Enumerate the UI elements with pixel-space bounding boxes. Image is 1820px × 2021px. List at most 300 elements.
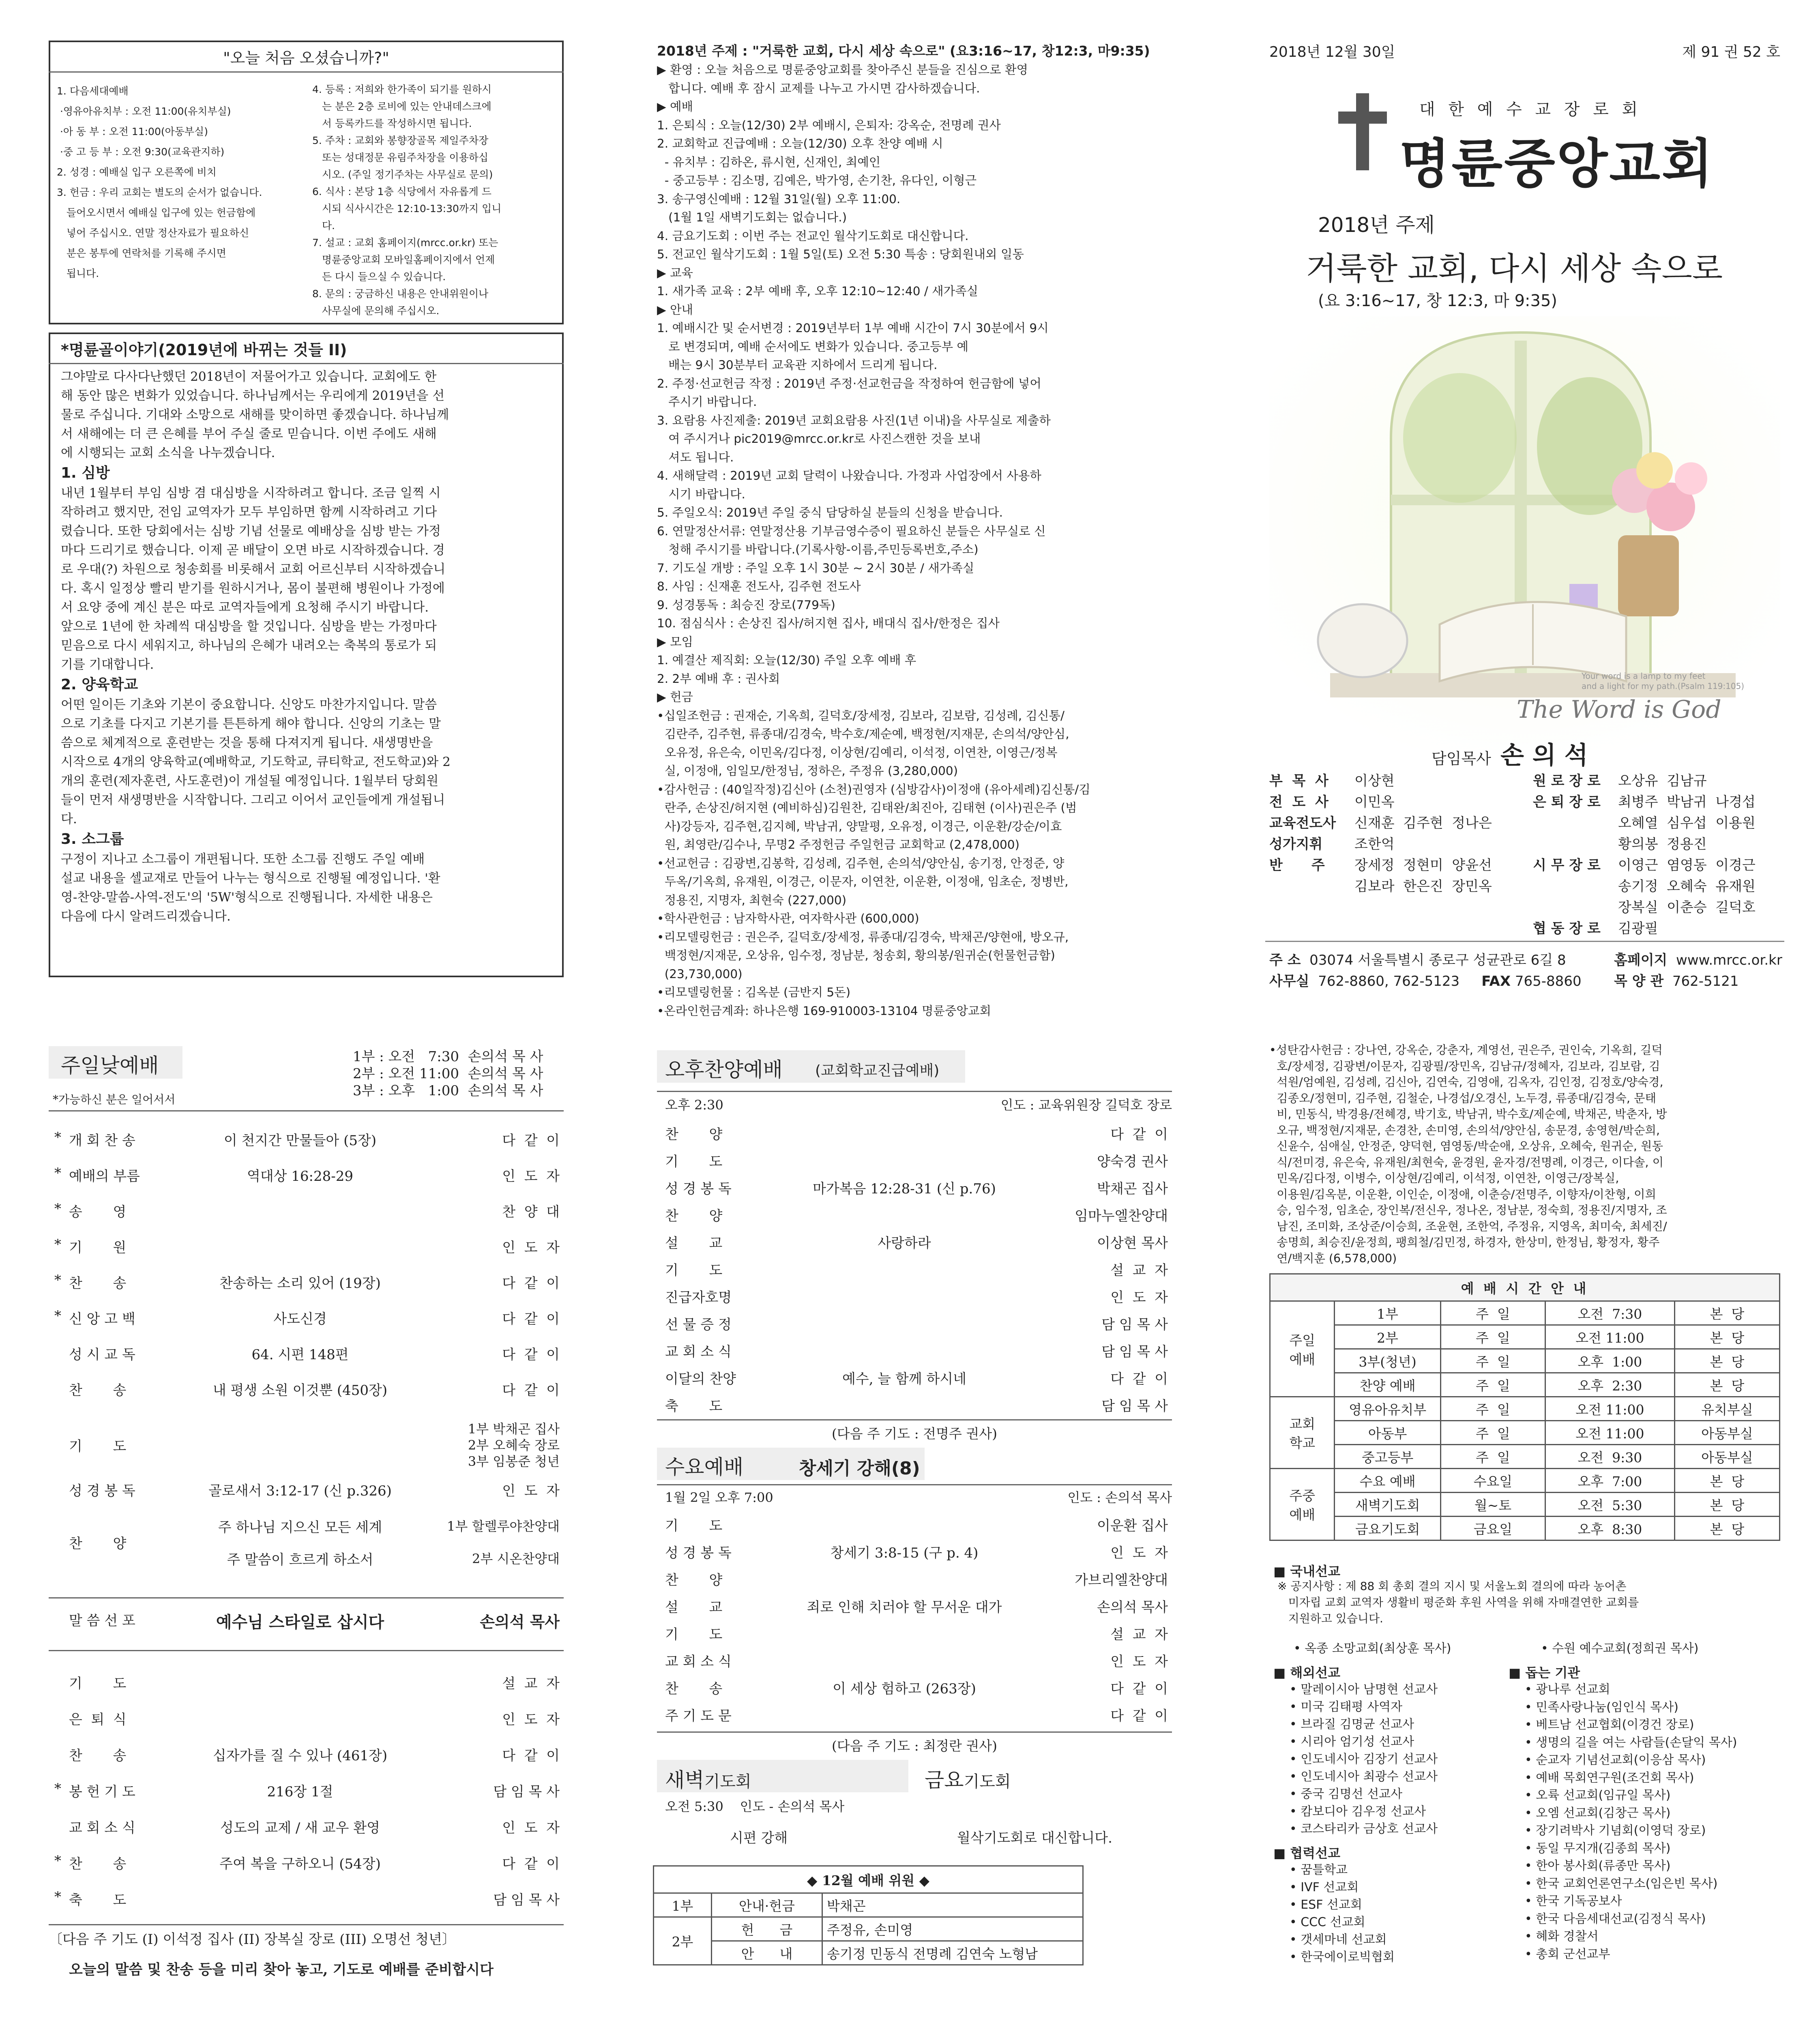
wednesday-next: (다음 주 기도 : 최정란 권사) <box>831 1738 998 1754</box>
story-section-title: 2. 양육학교 <box>61 676 138 693</box>
welcome-line: 6. 식사 : 본당 1층 식당에서 자유롭게 드 <box>312 186 491 197</box>
offering-line: 신윤수, 심애실, 안정준, 양덕현, 염영동/박순애, 오상유, 오혜숙, 원귀순, 원동 <box>1269 1139 1663 1153</box>
order-item: 찬 양 <box>665 1572 723 1588</box>
order-leader: 인 도 자 <box>502 1483 560 1499</box>
order-item: 선 물 증 정 <box>665 1317 732 1333</box>
order-leader: 찬 양 대 <box>502 1204 560 1220</box>
schedule-row <box>1270 1301 1780 1325</box>
order-leader: 인 도 자 <box>502 1712 560 1728</box>
welcome-line: 시오. (주일 정기주차는 사무실로 문의) <box>312 169 493 180</box>
staff-names: 오상유 김남규 <box>1618 773 1707 789</box>
order-content: 십자가를 질 수 있나 (461장) <box>212 1748 388 1764</box>
schedule-group: 주일 예배 <box>1270 1301 1335 1397</box>
order-content: 골로새서 3:12-17 (신 p.326) <box>208 1483 392 1499</box>
wednesday-title: 수요예배 <box>665 1455 744 1479</box>
order-content: 마가복음 12:28-31 (신 p.76) <box>813 1181 996 1197</box>
welcome-left-list <box>57 81 300 284</box>
staff-row <box>1269 813 1513 834</box>
order-item: 찬 송 <box>69 1275 127 1292</box>
news-line: 정용진, 지명자, 최현숙 (227,000) <box>657 893 847 907</box>
sunday-footer: 오늘의 말씀 및 찬송 등을 미리 찾아 놓고, 기도로 예배를 준비합시다 <box>69 1961 494 1978</box>
pastor-label: 담임목사 <box>1432 750 1491 768</box>
choir-name: 2부 시온찬양대 <box>472 1551 560 1566</box>
story-line: 작하려고 했지만, 전임 교역자가 모두 부임하면 함께 시작하려고 기다 <box>61 505 437 519</box>
schedule-group: 주중 예배 <box>1270 1469 1335 1540</box>
wednesday-time: 1월 2일 오후 7:00 <box>665 1490 773 1505</box>
schedule-cell: 본 당 <box>1674 1469 1779 1493</box>
wednesday-leader: 인도 : 손의석 목사 <box>1067 1490 1172 1505</box>
welcome-line: 2. 성경 : 예배실 입구 오른쪽에 비치 <box>57 166 217 178</box>
order-leader: 다 같 이 <box>502 1133 560 1149</box>
friday-note: 월삭기도회로 대신합니다. <box>957 1830 1112 1846</box>
schedule-row <box>1270 1325 1780 1349</box>
order-content: 64. 시편 148편 <box>251 1347 349 1363</box>
story-line: 으로 기초를 다지고 기본기를 튼튼하게 해야 합니다. 신앙의 기초는 말 <box>61 717 441 731</box>
anthem-title: 주 말씀이 흐르게 하소서 <box>227 1552 373 1568</box>
order-leader: 다 같 이 <box>1110 1681 1168 1697</box>
news-line: ▶ 모임 <box>657 635 693 649</box>
staff-names: 이민옥 <box>1354 794 1395 810</box>
order-leader: 이운환 집사 <box>1097 1518 1168 1534</box>
theme-verse: (요 3:16~17, 창 12:3, 마 9:35) <box>1318 292 1558 310</box>
overseas-list <box>1290 1681 1438 1838</box>
staff-row <box>1533 834 1784 855</box>
afternoon-time: 오후 2:30 <box>665 1097 723 1113</box>
order-content: 이 천지간 만물들아 (5장) <box>223 1133 377 1149</box>
order-leader: 담 임 목 사 <box>493 1784 560 1800</box>
story-line: 내년 1월부터 부임 심방 겸 대심방을 시작하려고 합니다. 조금 일찍 시 <box>61 486 441 500</box>
staff-row <box>1269 876 1513 897</box>
offering-line: 비, 민동식, 박경용/전혜경, 박기호, 박남귀, 박수호/제순예, 박채곤, 박춘자, 방 <box>1269 1107 1667 1121</box>
offering-line: 김종오/정현미, 김주현, 김철순, 나경섭/오경신, 노두경, 류종대/김경숙, 문태 <box>1269 1091 1657 1105</box>
order-leader: 양숙경 권사 <box>1097 1154 1168 1170</box>
order-item: 찬 송 <box>69 1382 127 1399</box>
staff-names: 황의봉 정용진 <box>1618 836 1707 852</box>
news-line: •감사헌금 : (40일작정)김신아 (소천)권영자 (심방감사)이정애 (유아세례)김신통/김 <box>657 782 1090 796</box>
news-line: 6. 연말정산서류: 연말정산용 기부금영수증이 필요하신 분들은 사무실로 신 <box>657 524 1046 538</box>
news-line: (1월 1일 새벽기도회는 없습니다.) <box>657 210 847 224</box>
schedule-row <box>1270 1493 1780 1517</box>
story-line: 물로 주십니다. 기대와 소망으로 새해를 맞이하면 좋겠습니다. 하나님께 <box>61 408 449 422</box>
offering-line: 연/백지훈 (6,578,000) <box>1269 1251 1397 1265</box>
welcome-line: 분은 봉투에 연락처를 기록해 주시면 <box>57 247 226 259</box>
mission-item: • 광나루 선교회 <box>1525 1682 1610 1697</box>
story-line: 개의 훈련(제자훈련, 사도훈련)이 개설될 예정입니다. 1월부터 당회원 <box>61 774 439 788</box>
star-mark: * <box>54 1889 61 1905</box>
star-mark: * <box>54 1781 61 1797</box>
story-line: 시작으로 4개의 양육학교(예배학교, 기도학교, 큐티학교, 전도학교)와 2 <box>61 755 451 769</box>
staff-names: 조한억 <box>1354 836 1395 852</box>
schedule-cell: 주 일 <box>1440 1397 1545 1421</box>
schedule-cell: 2부 <box>1335 1325 1440 1349</box>
order-leader: 다 같 이 <box>1110 1126 1168 1143</box>
staff-names: 이상현 <box>1354 773 1395 789</box>
schedule-cell: 금요기도회 <box>1335 1517 1440 1540</box>
mission-item: • 생명의 길을 여는 사람들(손달익 목사) <box>1525 1735 1737 1750</box>
offering-line: 남진, 조미화, 조상준/이승희, 조윤현, 조한억, 주정유, 지영옥, 최미숙, 최세진/ <box>1269 1219 1667 1233</box>
order-content: 216장 1절 <box>267 1784 333 1800</box>
afternoon-leader: 인도 : 교육위원장 길덕호 장로 <box>1000 1097 1172 1113</box>
order-item: 은 퇴 식 <box>69 1712 127 1728</box>
welcome-line: 됩니다. <box>57 268 99 279</box>
welcome-right-list <box>312 81 560 320</box>
welcome-line: 는 분은 2층 로비에 있는 안내데스크에 <box>312 101 491 112</box>
schedule-cell: 주 일 <box>1440 1421 1545 1445</box>
committee-row <box>654 1893 1083 1917</box>
story-line: 마다 드리기로 했습니다. 이제 곧 배달이 오면 바로 시작하겠습니다. 경 <box>61 543 445 558</box>
news-line: ▶ 안내 <box>657 303 693 317</box>
order-content: 예수, 늘 함께 하시네 <box>842 1371 966 1387</box>
order-content: 찬송하는 소리 있어 (19장) <box>219 1275 381 1292</box>
mission-item: • 한국에이로빅협회 <box>1290 1950 1395 1964</box>
schedule-cell: 3부(청년) <box>1335 1349 1440 1373</box>
order-item: 찬 송 <box>665 1681 723 1697</box>
order-leader: 인 도 자 <box>1110 1289 1168 1306</box>
staff-names: 김광필 <box>1618 920 1658 937</box>
story-body <box>61 367 556 926</box>
welcome-line: ·영유아유치부 : 오전 11:00(유치부실) <box>57 105 231 117</box>
mission-item: • 동일 무지개(김종희 목사) <box>1525 1841 1671 1856</box>
story-line: 렸습니다. 또한 당회에서는 심방 기념 선물로 예배상을 심방 받는 가정 <box>61 524 441 539</box>
committee-role: 안내·헌금 <box>712 1893 822 1917</box>
schedule-cell: 유치부실 <box>1674 1397 1779 1421</box>
schedule-row <box>1270 1397 1780 1421</box>
coop-title: ■ 협력선교 <box>1273 1845 1341 1861</box>
staff-right <box>1533 770 1784 939</box>
offering-line: 이용원/김옥분, 이운환, 이인순, 이정애, 이춘승/전명주, 이향자/이찬형, 이희 <box>1269 1187 1657 1201</box>
committee-names: 송기정 민동식 전명례 김연숙 노형남 <box>822 1941 1083 1965</box>
order-leader: 다 같 이 <box>502 1856 560 1872</box>
mission-item: • 장기려박사 기념회(이영덕 장로) <box>1525 1824 1706 1838</box>
schedule-cell: 본 당 <box>1674 1325 1779 1349</box>
order-content: 역대상 16:28-29 <box>247 1168 354 1184</box>
news-line: 10. 점심식사 : 손상진 집사/허지현 집사, 배대식 집사/한정은 집사 <box>657 616 1000 630</box>
news-line: 1. 예결산 제직회: 오늘(12/30) 주일 오후 예배 후 <box>657 653 916 667</box>
schedule-cell: 오후 1:00 <box>1545 1349 1675 1373</box>
sunday-note: *가능하신 분은 일어서서 <box>53 1093 176 1106</box>
mission-item: • 한국 교회언론연구소(임은빈 목사) <box>1525 1876 1718 1891</box>
story-line: 그야말로 다사다난했던 2018년이 저물어가고 있습니다. 교회에도 한 <box>61 369 437 384</box>
service-time: 2부 : 오전 11:00 손의석 목 사 <box>353 1066 543 1082</box>
order-leader: 인 도 자 <box>1110 1545 1168 1561</box>
news-line: •온라인헌금계좌: 하나은행 169-910003-13104 명륜중앙교회 <box>657 1004 991 1018</box>
staff-names: 송기정 오혜숙 유재원 <box>1618 878 1756 895</box>
staff-row <box>1533 792 1784 813</box>
mission-item: • 한국 다음세대선교(김정식 목사) <box>1525 1912 1706 1926</box>
offering-line: 민옥/김다정, 이병수, 이상현/김예리, 이석정, 이연찬, 이영근/장복실, <box>1269 1171 1619 1185</box>
news-line: 5. 전교인 월삭기도회 : 1월 5일(토) 오전 5:30 특송 : 당회원내외 일동 <box>657 247 1024 261</box>
notice-line: 지원하고 있습니다. <box>1277 1612 1383 1625</box>
order-item: 기 도 <box>665 1262 723 1279</box>
order-item: 교 회 소 식 <box>69 1820 135 1836</box>
order-leader: 담 임 목 사 <box>1101 1398 1168 1414</box>
news-line: 5. 주일오식: 2019년 주일 중식 담당하실 분들의 신청을 받습니다. <box>657 506 1003 519</box>
news-line: 실, 이정애, 임일모/한정님, 정하은, 주정유 (3,280,000) <box>657 764 958 778</box>
news-line: 1. 은퇴식 : 오늘(12/30) 2부 예배시, 은퇴자: 강옥순, 전명례 권사 <box>657 118 1001 132</box>
committee-part: 2부 <box>654 1917 712 1965</box>
story-line: 구정이 지나고 소그룹이 개편됩니다. 또한 소그룹 진행도 주일 예배 <box>61 852 425 867</box>
mission-item: • 말레이시아 남명현 선교사 <box>1290 1682 1438 1697</box>
story-line: 들이 먼저 새생명반을 시작합니다. 그리고 이어서 교인들에게 개설됩니 <box>61 793 445 807</box>
prayer-leader: 1부 박채곤 집사 <box>468 1421 560 1437</box>
domestic-note <box>1277 1578 1639 1627</box>
mission-item: • IVF 선교회 <box>1290 1880 1359 1894</box>
schedule-cell: 새벽기도회 <box>1335 1493 1440 1517</box>
mission-item: • 오륙 선교회(임규일 목사) <box>1525 1788 1671 1802</box>
schedule-row <box>1270 1373 1780 1397</box>
sunday-next-prayer: 〔다음 주 기도 (I) 이석정 집사 (II) 장복실 장로 (III) 오명선 청년〕 <box>49 1931 456 1948</box>
schedule-group: 교회 학교 <box>1270 1397 1335 1469</box>
order-item: 성 경 봉 독 <box>69 1483 135 1499</box>
staff-row <box>1533 876 1784 897</box>
story-section-title: 1. 심방 <box>61 465 110 481</box>
schedule-cell: 오전 5:30 <box>1545 1493 1675 1517</box>
welcome-title: "오늘 처음 오셨습니까?" <box>223 49 389 67</box>
coop-list <box>1290 1861 1395 1966</box>
staff-role: 시 무 장 로 <box>1533 857 1601 873</box>
star-mark: * <box>54 1236 61 1253</box>
welcome-line: 든 다시 들으실 수 있습니다. <box>312 271 446 283</box>
news-line: 오유정, 유은숙, 이민옥/김다정, 이상현/김예리, 이석정, 이연찬, 이영근/정복 <box>657 745 1058 759</box>
story-line: 씀으로 체계적으로 훈련받는 것을 통해 다져지게 됩니다. 새생명반을 <box>61 736 433 750</box>
welcome-line: 1. 다음세대예배 <box>57 85 129 97</box>
schedule-cell: 본 당 <box>1674 1373 1779 1397</box>
schedule-row <box>1270 1445 1780 1469</box>
order-item: 성 경 봉 독 <box>665 1181 732 1197</box>
news-line: 여 주시거나 pic2019@mrcc.or.kr로 사진스캔한 것을 보내 <box>657 432 981 446</box>
order-item: 신 앙 고 백 <box>69 1311 135 1327</box>
schedule-cell: 오전 11:00 <box>1545 1421 1675 1445</box>
friday-title: 금요기도회 <box>925 1768 1011 1792</box>
news-line: 8. 사임 : 신재훈 전도사, 김주현 전도사 <box>657 579 861 593</box>
schedule-cell: 오전 11:00 <box>1545 1397 1675 1421</box>
order-item: 기 도 <box>665 1626 723 1643</box>
committee-role: 안 내 <box>712 1941 822 1965</box>
committee-title: ◆ 12월 예배 위원 ◆ <box>654 1866 1083 1893</box>
staff-row <box>1533 897 1784 918</box>
order-item: 봉 헌 기 도 <box>69 1784 135 1800</box>
story-line: 어떤 일이든 기초와 기본이 중요합니다. 신앙도 마찬가지입니다. 말씀 <box>61 697 437 712</box>
homepage-row: 홈페이지 www.mrcc.or.kr <box>1614 952 1782 968</box>
order-item: 찬 양 <box>665 1126 723 1143</box>
staff-row <box>1269 834 1513 855</box>
order-item: 기 도 <box>69 1438 127 1455</box>
order-leader: 다 같 이 <box>1110 1708 1168 1724</box>
order-item: 교 회 소 식 <box>665 1654 732 1670</box>
story-line: 다. 혹시 일정상 빨리 받기를 원하시거나, 몸이 불편해 병원이나 가정에 <box>61 581 445 596</box>
dawn-note: 시편 강해 <box>730 1830 788 1846</box>
order-leader: 손의석 목사 <box>480 1613 560 1631</box>
schedule-cell: 아동부 <box>1335 1421 1440 1445</box>
schedule-cell: 금요일 <box>1440 1517 1545 1540</box>
staff-names: 최병주 박남귀 나경섭 <box>1618 794 1756 810</box>
mission-item: • CCC 선교회 <box>1290 1915 1365 1929</box>
mission-item: • 총회 군선교부 <box>1525 1947 1610 1961</box>
news-line: ▶ 예배 <box>657 100 693 114</box>
domestic-title: ■ 국내선교 <box>1273 1564 1341 1579</box>
story-line: 에 시행되는 교회 소식을 나누겠습니다. <box>61 446 275 460</box>
bulletin-volume: 제 91 권 52 호 <box>1682 44 1780 60</box>
mission-item: • 오엠 선교회(김창근 목사) <box>1525 1806 1671 1820</box>
staff-names: 김보라 한은진 장민옥 <box>1354 878 1492 895</box>
order-item: 기 도 <box>69 1676 127 1692</box>
order-leader: 설 교 자 <box>1110 1626 1168 1643</box>
mission-item: • 민족사랑나눔(임인식 목사) <box>1525 1700 1678 1714</box>
order-leader: 다 같 이 <box>502 1311 560 1327</box>
story-line: 앞으로 1년에 한 차례씩 대심방을 할 것입니다. 심방을 받는 가정마다 <box>61 619 437 634</box>
offering-line: 호/장세정, 김광변/이문자, 김광필/장민옥, 김남규/정혜자, 김보라, 김보람, 김 <box>1269 1059 1660 1073</box>
news-line: 김란주, 김주현, 류종대/김경숙, 박수호/제순예, 백정현/지재문, 손의석/양안심, <box>657 727 1069 741</box>
star-mark: * <box>54 1201 61 1217</box>
order-content: 이 세상 험하고 (263장) <box>833 1681 976 1697</box>
order-leader: 설 교 자 <box>502 1676 560 1692</box>
order-content: 내 평생 소원 이것뿐 (450장) <box>212 1382 388 1399</box>
news-line: •십일조헌금 : 권재순, 기옥희, 길덕호/장세정, 김보라, 김보람, 김성례, 김신통/ <box>657 708 1065 723</box>
schedule-title: 예 배 시 간 안 내 <box>1270 1274 1780 1301</box>
story-line: 로 우대(?) 차원으로 청송회를 비롯해서 교회 어르신부터 시작하겠습니 <box>61 562 446 577</box>
order-content: 사랑하라 <box>878 1235 931 1251</box>
dawn-time: 오전 5:30 인도 - 손의석 목사 <box>665 1799 845 1814</box>
news-line: 셔도 됩니다. <box>657 450 734 464</box>
staff-role: 반 주 <box>1269 857 1325 873</box>
bulletin-date: 2018년 12월 30일 <box>1269 44 1395 60</box>
news-line: 2. 교회학교 진급예배 : 오늘(12/30) 오후 찬양 예배 시 <box>657 137 943 150</box>
theme-label: 2018년 주제 <box>1318 213 1435 237</box>
welcome-line: 서 등록카드를 작성하시면 됩니다. <box>312 118 472 129</box>
welcome-line: 7. 설교 : 교회 홈페이지(mrcc.or.kr) 또는 <box>312 237 498 249</box>
story-line: 믿음으로 다시 세워지고, 하나님의 은혜가 내려오는 축복의 통로가 되 <box>61 638 437 653</box>
order-item: 이달의 찬양 <box>665 1371 736 1387</box>
schedule-cell: 본 당 <box>1674 1517 1779 1540</box>
welcome-line: 시되 식사시간은 12:10-13:30까지 입니 <box>312 203 502 215</box>
committee-table <box>653 1865 1084 1965</box>
schedule-cell: 주 일 <box>1440 1301 1545 1325</box>
news-line: - 유치부 : 김하온, 류시현, 신재인, 최예인 <box>657 155 881 169</box>
order-item: 축 도 <box>665 1398 723 1414</box>
order-leader: 담 임 목 사 <box>493 1892 560 1908</box>
order-leader: 다 같 이 <box>502 1382 560 1399</box>
order-item: 설 교 <box>665 1599 723 1616</box>
order-item: 예배의 부름 <box>69 1168 140 1184</box>
order-leader: 인 도 자 <box>502 1168 560 1184</box>
schedule-row <box>1270 1349 1780 1373</box>
order-item: 성 경 봉 독 <box>665 1545 732 1561</box>
staff-names: 신재훈 김주현 정나은 <box>1354 815 1492 831</box>
story-section-title: 3. 소그룹 <box>61 831 124 847</box>
news-line: 3. 송구영신예배 : 12월 31일(월) 오후 11:00. <box>657 192 901 206</box>
pastor-name: 손 의 석 <box>1500 741 1588 770</box>
cross-logo <box>1338 93 1387 170</box>
news-header: 2018년 주제 : "거룩한 교회, 다시 세상 속으로" (요3:16~17, 창12:3, 마9:35) <box>657 43 1150 59</box>
news-line: 2. 2부 예배 후 : 권사회 <box>657 672 780 686</box>
mission-item: • 순교자 기념선교회(이응삼 목사) <box>1525 1753 1706 1767</box>
order-leader: 인 도 자 <box>1110 1654 1168 1670</box>
welcome-line: 다. <box>312 220 335 232</box>
staff-row <box>1269 770 1513 792</box>
order-leader: 설 교 자 <box>1110 1262 1168 1279</box>
schedule-cell: 본 당 <box>1674 1493 1779 1517</box>
news-line: 청해 주시기를 바랍니다.(기록사항-이름,주민등록번호,주소) <box>657 543 979 556</box>
order-item: 찬 양 <box>665 1208 723 1224</box>
address-row: 주 소 03074 서울특별시 종로구 성균관로 6길 8 <box>1269 952 1566 968</box>
sunday-times <box>353 1048 564 1099</box>
order-leader: 가브리엘찬양대 <box>1075 1572 1168 1588</box>
news-line: 배는 9시 30분부터 교육관 지하에서 드리게 됩니다. <box>657 358 938 372</box>
church-name: 명륜중앙교회 <box>1399 133 1715 195</box>
news-line: 백정현/지재문, 오상유, 임수정, 정남분, 청송회, 황의봉/원귀순(헌물헌금함) <box>657 948 1055 962</box>
domestic-right: • 수원 예수교회(정희권 목사) <box>1541 1641 1699 1656</box>
denomination: 대 한 예 수 교 장 로 회 <box>1419 100 1642 119</box>
welcome-line: 3. 헌금 : 우리 교회는 별도의 순서가 없습니다. <box>57 187 262 198</box>
order-content: 죄로 인해 치러야 할 무서운 대가 <box>807 1599 1002 1616</box>
offering-line: 승, 임수정, 임초순, 장인복/전신우, 정나온, 정남분, 정숙희, 정용진/지명자, 조 <box>1269 1204 1667 1217</box>
schedule-cell: 찬양 예배 <box>1335 1373 1440 1397</box>
order-item: 개 회 찬 송 <box>69 1133 135 1149</box>
staff-row <box>1269 792 1513 813</box>
order-item: 교 회 소 식 <box>665 1344 732 1360</box>
christmas-offering <box>1269 1042 1788 1266</box>
wednesday-order <box>657 1510 1172 1738</box>
story-title: *명륜골이야기(2019년에 바뀌는 것들 II) <box>61 341 347 359</box>
order-item: 축 도 <box>69 1892 127 1908</box>
service-time: 1부 : 오전 7:30 손의석 목 사 <box>353 1049 543 1065</box>
staff-role: 협 동 장 로 <box>1533 920 1601 937</box>
afternoon-order <box>657 1119 1172 1427</box>
order-item: 주 기 도 문 <box>665 1708 732 1724</box>
order-item: 기 도 <box>665 1518 723 1534</box>
staff-role: 원 로 장 로 <box>1533 773 1601 789</box>
cover-caption-1: Your word is a lamp to my feet <box>1582 671 1706 681</box>
schedule-cell: 오전 9:30 <box>1545 1445 1675 1469</box>
schedule-cell: 오후 2:30 <box>1545 1373 1675 1397</box>
mission-item: • 인도네시아 김장기 선교사 <box>1290 1752 1438 1766</box>
staff-row <box>1269 855 1513 876</box>
order-content: 성도의 교제 / 새 교우 환영 <box>220 1820 380 1836</box>
news-line: ▶ 환영 : 오늘 처음으로 명륜중앙교회를 찾아주신 분들을 진심으로 환영 <box>657 63 1028 77</box>
story-line: 기를 기대합니다. <box>61 657 154 672</box>
staff-row <box>1533 918 1784 939</box>
offering-line: 오규, 백정현/지재문, 손경찬, 손미영, 손의석/양안심, 송문경, 송영현/박순희, <box>1269 1123 1660 1137</box>
offering-line: 송명희, 최승진/윤정희, 팽희철/김민정, 하경자, 한상미, 한정님, 황정자, 황주 <box>1269 1236 1660 1249</box>
news-line: 란주, 손상진/허지현 (예비하심)김원찬, 김태완/최진아, 김태현 (이사)권은주 (범 <box>657 801 1077 815</box>
welcome-line: ·중 고 등 부 : 오전 9:30(교육관지하) <box>57 146 225 158</box>
schedule-row <box>1270 1517 1780 1540</box>
order-content: 창세기 3:8-15 (구 p. 4) <box>830 1545 979 1561</box>
mission-item: • 예배 목회연구원(조건회 목사) <box>1525 1770 1694 1785</box>
schedule-cell: 중고등부 <box>1335 1445 1440 1469</box>
notice-line: 미자립 교회 교역자 생활비 평준화 후원 사역을 위해 자매결연한 교회를 <box>1277 1596 1639 1609</box>
office-row: 사무실 762-8860, 762-5123 FAX 765-8860 <box>1269 973 1582 989</box>
schedule-cell: 주 일 <box>1440 1445 1545 1469</box>
pastorate-row: 목 양 관 762-5121 <box>1614 973 1739 989</box>
news-line: 4. 금요기도회 : 이번 주는 전교인 월삭기도회로 대신합니다. <box>657 229 969 243</box>
staff-role: 성가지휘 <box>1269 836 1323 852</box>
order-item: 찬 송 <box>69 1856 127 1872</box>
mission-item: • 한국 기독공보사 <box>1525 1894 1622 1908</box>
welcome-line: ·아 동 부 : 오전 11:00(아동부실) <box>57 126 208 137</box>
story-line: 해 동안 많은 변화가 있었습니다. 하나님께서는 우리에게 2019년을 선 <box>61 388 445 403</box>
news-line: 2. 주정·선교헌금 작정 : 2019년 주정·선교헌금을 작정하여 헌금함에 넣어 <box>657 376 1041 390</box>
wednesday-subtitle: 창세기 강해(8) <box>799 1458 920 1479</box>
order-leader: 다 같 이 <box>502 1347 560 1363</box>
news-line: 원, 최영란/김수나, 무명2 주정헌금 주일헌금 교회학교 (2,478,000) <box>657 838 1020 852</box>
welcome-line: 명륜중앙교회 모바일홈페이지에서 언제 <box>312 254 495 266</box>
staff-names: 장세정 정현미 양윤선 <box>1354 857 1492 873</box>
order-item: 송 영 <box>69 1204 127 1220</box>
order-item: 찬 양 <box>69 1536 127 1552</box>
schedule-cell: 오전 7:30 <box>1545 1301 1675 1325</box>
schedule-cell: 본 당 <box>1674 1301 1779 1325</box>
